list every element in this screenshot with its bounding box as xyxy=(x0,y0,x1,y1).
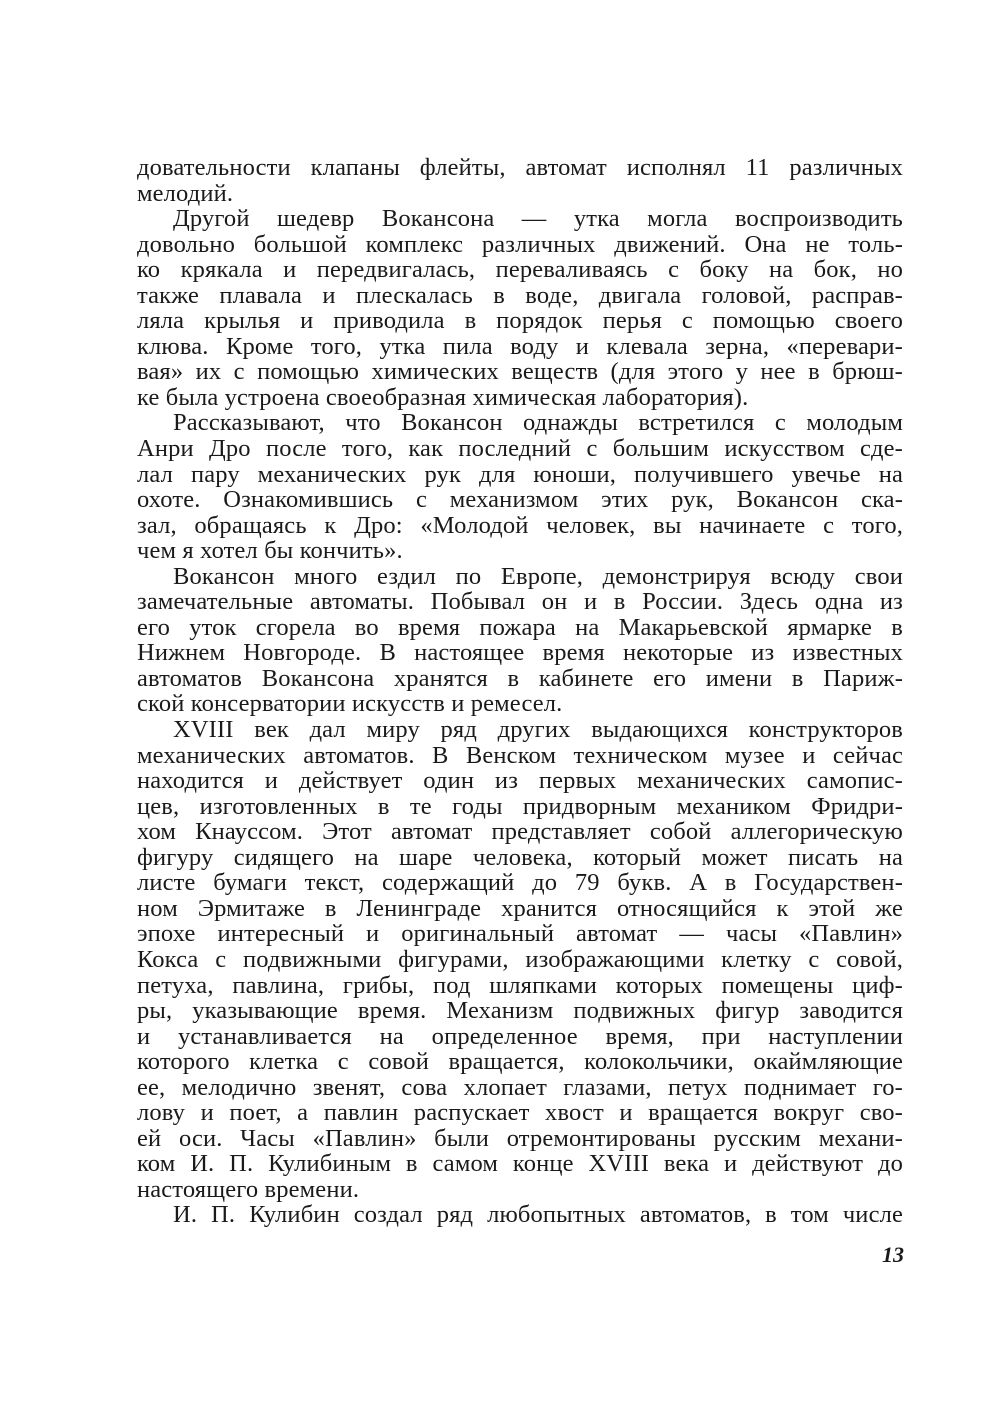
text-line: ее, мелодично звенят, сова хлопает глазами, петух поднимает го- xyxy=(137,1073,903,1101)
text-line: вая» их с помощью химических веществ (для этого у нее в брюш- xyxy=(137,358,903,386)
text-line: замечательные автоматы. Побывал он и в России. Здесь одна из xyxy=(137,588,903,616)
text-line: И. П. Кулибин создал ряд любопытных автоматов, в том числе xyxy=(173,1201,903,1229)
text-line: находится и действует один из первых механических самопис- xyxy=(137,767,903,795)
text-line: Вокансон много ездил по Европе, демонстрируя всюду свои xyxy=(173,562,903,590)
text-line: лову и поет, а павлин распускает хвост и вращается вокруг сво- xyxy=(137,1099,903,1127)
text-line: мелодий. xyxy=(137,179,234,207)
page-number: 13 xyxy=(882,1242,904,1267)
text-line: механических автоматов. В Венском техническом музее и сейчас xyxy=(137,741,903,769)
text-line: фигуру сидящего на шаре человека, который может писать на xyxy=(137,843,903,871)
text-line: ской консерватории искусств и ремесел. xyxy=(137,690,563,718)
text-line: ко крякала и передвигалась, переваливаясь с боку на бок, но xyxy=(137,256,903,284)
text-line: эпохе интересный и оригинальный автомат — часы «Павлин» xyxy=(137,920,903,948)
body-text xyxy=(137,155,903,1228)
text-line: ляла крылья и приводила в порядок перья с помощью своего xyxy=(137,307,903,335)
text-line: клюва. Кроме того, утка пила воду и клевала зерна, «перевари- xyxy=(137,332,903,360)
text-line: настоящего времени. xyxy=(137,1175,360,1203)
text-line: Нижнем Новгороде. В настоящее время некоторые из известных xyxy=(137,639,903,667)
text-line: довольно большой комплекс различных движений. Она не толь- xyxy=(137,230,903,258)
text-line: Рассказывают, что Вокансон однажды встретился с молодым xyxy=(173,409,903,437)
text-line: ном Эрмитаже в Ленинграде хранится относящийся к этой же xyxy=(137,894,903,922)
text-line: зал, обращаясь к Дро: «Молодой человек, вы начинаете с того, xyxy=(137,511,903,539)
text-line: его уток сгорела во время пожара на Макарьевской ярмарке в xyxy=(137,613,903,641)
text-line: ке была устроена своеобразная химическая лаборатория). xyxy=(137,383,749,411)
text-line: XVIII век дал миру ряд других выдающихся конструкторов xyxy=(173,716,903,744)
text-line: лал пару механических рук для юноши, получившего увечье на xyxy=(137,460,903,488)
text-line: которого клетка с совой вращается, колокольчики, окаймляющие xyxy=(137,1048,903,1076)
text-line: ком И. П. Кулибиным в самом конце XVIII века и действуют до xyxy=(137,1150,903,1178)
text-line: Анри Дро после того, как последний с большим искусством сде- xyxy=(137,435,903,463)
text-line: чем я хотел бы кончить». xyxy=(137,537,403,565)
text-line: также плавала и плескалась в воде, двигала головой, расправ- xyxy=(137,281,903,309)
text-line: Другой шедевр Вокансона — утка могла воспроизводить xyxy=(173,205,903,233)
text-line: ры, указывающие время. Механизм подвижных фигур заводится xyxy=(137,997,903,1025)
text-line: и устанавливается на определенное время, при наступлении xyxy=(137,1022,903,1050)
text-line: Кокса с подвижными фигурами, изображающими клетку с совой, xyxy=(137,945,903,973)
text-line: хом Кнауссом. Этот автомат представляет собой аллегорическую xyxy=(137,818,903,846)
text-line: петуха, павлина, грибы, под шляпками которых помещены циф- xyxy=(137,971,903,999)
text-line: листе бумаги текст, содержащий до 79 букв. А в Государствен- xyxy=(137,869,903,897)
text-line: охоте. Ознакомившись с механизмом этих рук, Вокансон ска- xyxy=(137,486,903,514)
text-line: автоматов Вокансона хранятся в кабинете его имени в Париж- xyxy=(137,664,903,692)
text-line: цев, изготовленных в те годы придворным механиком Фридри- xyxy=(137,792,903,820)
text-line: довательности клапаны флейты, автомат исполнял 11 различных xyxy=(137,154,903,181)
text-line: ей оси. Часы «Павлин» были отремонтированы русским механи- xyxy=(137,1124,903,1152)
